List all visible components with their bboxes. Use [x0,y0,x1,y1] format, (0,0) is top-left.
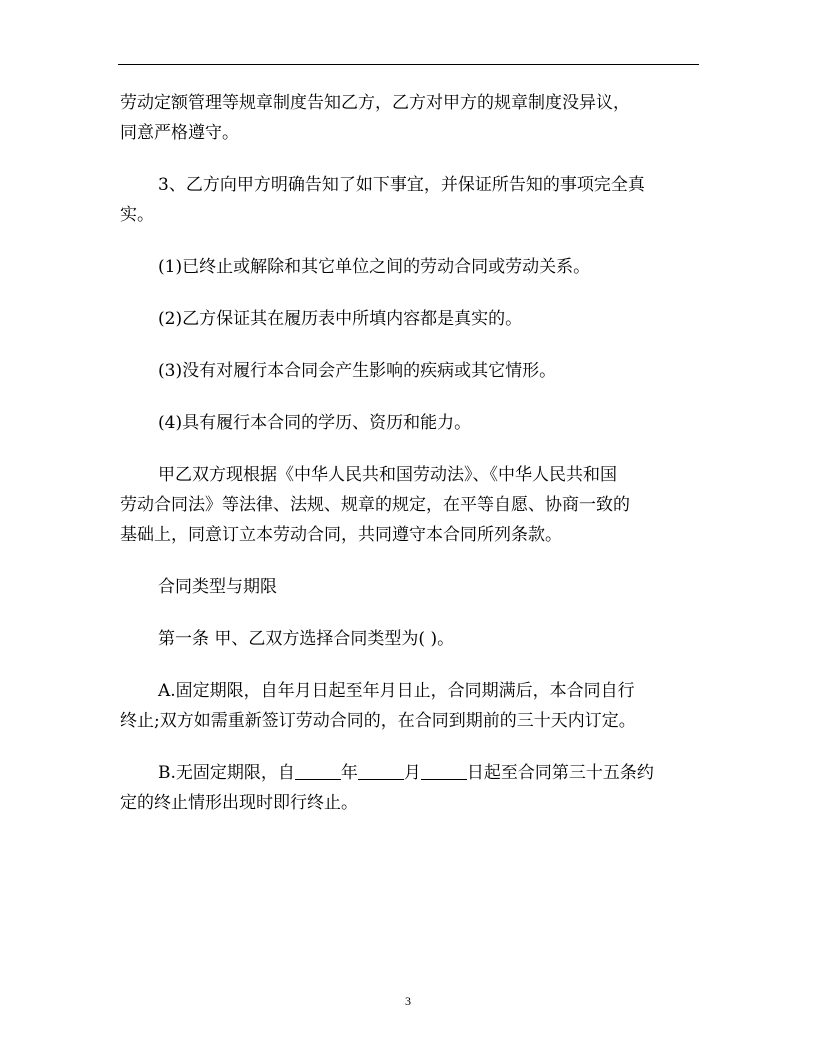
option-b-text: 月 [403,763,421,783]
list-item: (3)没有对履行本合同会产生影响的疾病或其它情形。 [158,361,557,381]
month-blank [358,761,404,780]
paragraph-line: 定的终止情形出现时即行终止。 [120,793,358,813]
page-number: 3 [405,994,411,1008]
year-blank [295,761,341,780]
list-item: (2)乙方保证其在履历表中所填内容都是真实的。 [158,309,523,329]
option-b-text: 年 [340,763,358,783]
article-line: 第一条 甲、乙双方选择合同类型为( )。 [158,629,455,649]
option-b-text: B.无固定期限，自 [158,763,295,783]
list-item: (1)已终止或解除和其它单位之间的劳动合同或劳动关系。 [158,257,591,277]
paragraph-line-with-blanks [120,758,700,788]
header-rule [118,64,699,65]
paragraph-line: 基础上，同意订立本劳动合同，共同遵守本合同所列条款。 [120,525,562,545]
document-body [120,88,700,818]
section-heading: 合同类型与期限 [158,577,277,597]
list-item: (4)具有履行本合同的学历、资历和能力。 [158,413,472,433]
paragraph-line: 终止;双方如需重新签订劳动合同的，在合同到期前的三十天内订定。 [120,711,636,731]
paragraph-line: 劳动定额管理等规章制度告知乙方，乙方对甲方的规章制度没异议， [120,93,630,113]
paragraph-line: 同意严格遵守。 [120,123,239,143]
paragraph-line: A.固定期限，自年月日起至年月日止，合同期满后，本合同自行 [158,681,635,701]
paragraph-line: 劳动合同法》等法律、法规、规章的规定，在平等自愿、协商一致的 [120,495,630,515]
paragraph-line: 甲乙双方现根据《中华人民共和国劳动法》、《中华人民共和国 [158,465,617,485]
paragraph-line: 实。 [120,205,154,225]
option-b-text: 日起至合同第三十五条约 [466,763,654,783]
paragraph-line: 3、乙方向甲方明确告知了如下事宜，并保证所告知的事项完全真 [158,175,645,195]
day-blank [421,761,467,780]
